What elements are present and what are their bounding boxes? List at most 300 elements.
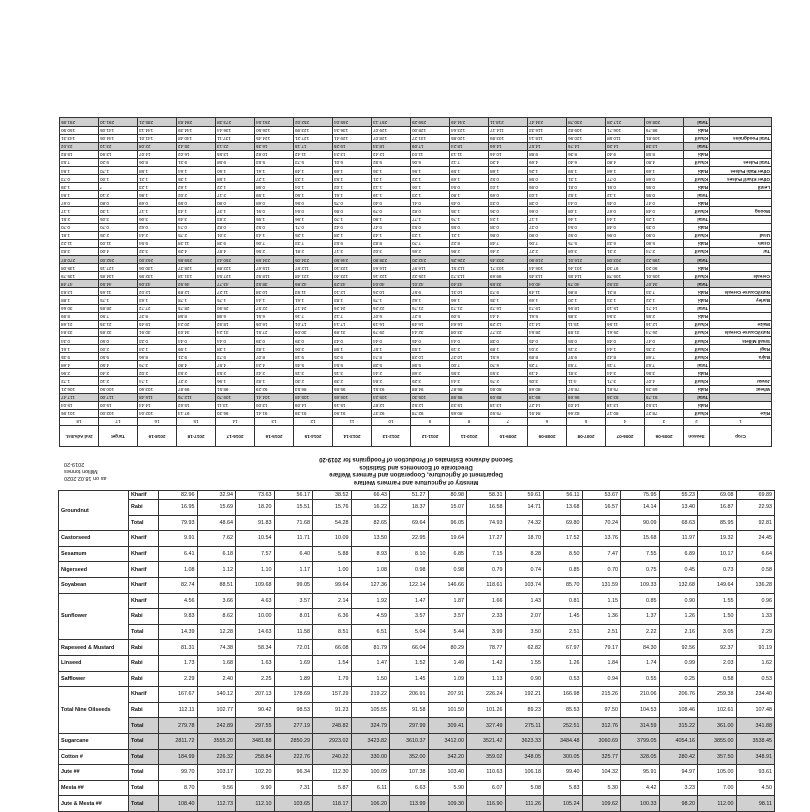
table-cell: 22.08 [138, 142, 177, 150]
table-row [59, 671, 775, 687]
table-cell: 0.69 [489, 191, 528, 199]
season-name: Rabi [684, 385, 710, 393]
table-cell: 7.47 [582, 546, 621, 562]
table-row [60, 377, 772, 385]
table-cell: 7.33 [645, 288, 684, 296]
table-cell: 11.97 [659, 531, 698, 547]
table-cell: 2.16 [659, 624, 698, 640]
season-name: Total [129, 718, 159, 734]
table-cell: 129.07 [372, 126, 411, 134]
table-cell: 0.80 [99, 199, 138, 207]
season-name: Total [129, 749, 159, 765]
table-cell: 1.70 [333, 215, 372, 223]
column-header: 2014-15 [294, 426, 333, 447]
column-header: 2005-06 [645, 426, 684, 447]
table-cell: 14.71 [505, 500, 544, 516]
table-cell: 27.51 [255, 328, 294, 336]
season-name: Kharif [684, 207, 710, 215]
column-header: 2016-17 [216, 426, 255, 447]
table-cell: 113.73 [450, 272, 489, 280]
table-cell: 31.24 [216, 328, 255, 336]
season-name: Total [129, 796, 159, 812]
table-cell: 118.61 [467, 577, 506, 593]
table-cell: 131.18 [177, 272, 216, 280]
table-cell: 219.90 [528, 256, 567, 264]
column-number: 9 [411, 417, 450, 425]
table-cell: 250.43 [216, 256, 255, 264]
table-cell: 0.82 [411, 207, 450, 215]
column-number: 8 [450, 417, 489, 425]
table-cell: 262.00 [99, 256, 138, 264]
table-cell: 9.20 [99, 158, 138, 166]
table-cell: 1.19 [372, 191, 411, 199]
table-cell: 0.98 [428, 562, 467, 578]
table-cell: 15.04 [60, 401, 99, 409]
table-cell: 1.74 [138, 377, 177, 385]
table-cell: 16.35 [255, 142, 294, 150]
table-cell: 10.09 [313, 531, 352, 547]
table-cell: 6.07 [372, 312, 411, 320]
season-name: Total [129, 765, 159, 781]
table-cell: 1.45 [390, 671, 429, 687]
table-cell: 1.33 [606, 296, 645, 304]
table-cell: 0.47 [645, 199, 684, 207]
table-cell: 99.40 [544, 765, 583, 781]
table-cell: 17.52 [544, 531, 583, 547]
table-cell: 0.86 [489, 231, 528, 239]
table-cell: 84.30 [621, 640, 660, 656]
table-cell: 0.91 [255, 207, 294, 215]
table-cell: 1.82 [255, 345, 294, 353]
table-cell: 7.63 [645, 361, 684, 369]
table-cell: 8.83 [372, 239, 411, 247]
table-cell: 3.76 [138, 361, 177, 369]
table-cell: 101.95 [60, 409, 99, 417]
table-cell: 8.22 [450, 239, 489, 247]
table-cell: 11.00 [99, 239, 138, 247]
table-cell: 14.71 [645, 304, 684, 312]
table-cell: 9.83 [159, 609, 198, 625]
table-cell: 0.34 [60, 336, 99, 344]
table-cell: 113.45 [528, 272, 567, 280]
table-cell: 117.47 [60, 393, 99, 401]
season-name: Total [684, 393, 710, 401]
table-cell: 1.61 [60, 345, 99, 353]
column-header: 2017-18 [177, 426, 216, 447]
table-cell: 1.22 [216, 183, 255, 191]
crop-name [710, 256, 772, 264]
season-name: Rabi [684, 150, 710, 158]
table-cell: 0.70 [99, 223, 138, 231]
table-cell: 4.42 [621, 780, 660, 796]
table-cell: 17.14 [333, 320, 372, 328]
table-cell: 1.12 [606, 191, 645, 199]
table-cell: 252.51 [544, 718, 583, 734]
table-cell: 0.47 [645, 336, 684, 344]
table-cell: 1.36 [372, 167, 411, 175]
table-cell: 4.50 [736, 780, 775, 796]
table-cell: 1.74 [621, 655, 660, 671]
table-cell: 2.55 [645, 312, 684, 320]
table-cell: 8.42 [606, 353, 645, 361]
table-cell: 0.38 [489, 223, 528, 231]
table-cell: 10.54 [236, 531, 275, 547]
table-cell: 9.31 [177, 158, 216, 166]
table-cell: 9.53 [333, 239, 372, 247]
table-cell: 1.33 [736, 609, 775, 625]
table-cell: 109.62 [582, 796, 621, 812]
table-cell: 3481.88 [236, 733, 275, 749]
season-name: Kharif [684, 328, 710, 336]
table-cell: 32.44 [411, 328, 450, 336]
table-cell: 16.64 [450, 320, 489, 328]
table-cell: 1.64 [177, 167, 216, 175]
table-cell: 6.33 [606, 239, 645, 247]
table-cell: 91.50 [333, 409, 372, 417]
table-cell: 1.52 [567, 191, 606, 199]
table-cell: 100.09 [351, 765, 390, 781]
table-cell: 10.37 [450, 353, 489, 361]
table-cell: 0.79 [372, 207, 411, 215]
table-cell: 78.27 [645, 409, 684, 417]
table-cell: 94.97 [659, 765, 698, 781]
table-cell: 1.96 [216, 377, 255, 385]
column-number: 6 [528, 417, 567, 425]
table-cell: 1.49 [294, 167, 333, 175]
table-cell: 126.50 [255, 126, 294, 134]
table-cell: 1.83 [333, 296, 372, 304]
table-cell: 8.70 [159, 780, 198, 796]
table-cell: 24.26 [333, 304, 372, 312]
table-cell: 8.51 [313, 624, 352, 640]
season-name: Rabi [684, 167, 710, 175]
table-cell: 1.59 [567, 167, 606, 175]
table-cell: 104.53 [621, 702, 660, 718]
table-cell: 4.24 [255, 361, 294, 369]
table-cell: 167.67 [159, 687, 198, 703]
table-cell: 90.42 [236, 702, 275, 718]
table-cell: 0.59 [177, 199, 216, 207]
table-cell: 16.58 [467, 500, 506, 516]
table-cell: 84.91 [528, 409, 567, 417]
table-cell: 2.81 [294, 247, 333, 255]
table-cell: 69.89 [736, 491, 775, 500]
season-name: Rabi [129, 671, 159, 687]
table-cell: 1.69 [274, 655, 313, 671]
season-name: Rabi [684, 199, 710, 207]
table-cell: 2.25 [236, 671, 275, 687]
table-cell: 143.31 [60, 134, 99, 142]
table-cell: 2.35 [99, 231, 138, 239]
table-cell: 12.42 [372, 150, 411, 158]
table-cell: 0.40 [372, 199, 411, 207]
table-cell: 1.24 [489, 215, 528, 223]
table-row [60, 345, 772, 353]
table-cell: 1.68 [606, 167, 645, 175]
table-cell: 7.25 [528, 361, 567, 369]
table-cell: 93.36 [606, 393, 645, 401]
table-cell: 1.28 [333, 231, 372, 239]
table-cell: 97.50 [582, 702, 621, 718]
table-cell: 2.84 [372, 377, 411, 385]
column-header: 2012-13 [372, 426, 411, 447]
table-cell: 2.46 [489, 247, 528, 255]
table-cell: 118.17 [313, 796, 352, 812]
table-cell: 18.37 [390, 500, 429, 516]
table-row [60, 126, 772, 134]
table-cell: 0.55 [567, 336, 606, 344]
table-cell: 30.66 [60, 304, 99, 312]
table-cell: 1.62 [411, 296, 450, 304]
table-cell: 0.52 [489, 175, 528, 183]
table-cell: 103.17 [197, 765, 236, 781]
table-row [59, 562, 775, 578]
oilseeds-commercial-table [58, 490, 775, 812]
table-cell: 9.73 [216, 353, 255, 361]
table-cell: 5.30 [582, 780, 621, 796]
table-cell: 5.88 [313, 546, 352, 562]
table-cell: 1.68 [489, 167, 528, 175]
table-cell: 7.12 [333, 312, 372, 320]
table-row [60, 231, 772, 239]
table-cell: 0.86 [333, 207, 372, 215]
table-row [60, 215, 772, 223]
table-cell: 1.79 [313, 671, 352, 687]
table-cell: 1.25 [294, 231, 333, 239]
table-cell: 14.03 [567, 401, 606, 409]
table-cell: 1.24 [138, 345, 177, 353]
crop-name [710, 264, 772, 272]
table-cell: 2.40 [197, 671, 236, 687]
table-cell: 11.03 [411, 150, 450, 158]
table-cell: 0.80 [216, 199, 255, 207]
table-cell: 110.58 [606, 134, 645, 142]
table-cell: 341.88 [736, 718, 775, 734]
crop-name: Tur [710, 247, 772, 255]
table-cell: 1.75 [216, 296, 255, 304]
table-cell: 14.09 [294, 401, 333, 409]
table-cell: 5.75 [567, 239, 606, 247]
crop-name [710, 142, 772, 150]
table-cell: 105.00 [698, 765, 737, 781]
season-name: Kharif [684, 377, 710, 385]
crop-name [710, 401, 772, 409]
table-cell: 74.32 [505, 515, 544, 531]
table-row [60, 385, 772, 393]
table-cell: 9.38 [216, 239, 255, 247]
table-cell: 206.91 [390, 687, 429, 703]
table-cell: 1.66 [450, 296, 489, 304]
table-cell: 0.45 [411, 336, 450, 344]
table-cell: 1.46 [567, 215, 606, 223]
table-cell: 21.76 [411, 304, 450, 312]
table-cell: 270.87 [60, 256, 99, 264]
table-cell: 246.50 [333, 256, 372, 264]
table-cell: 80.98 [428, 491, 467, 500]
table-row [59, 577, 775, 593]
table-cell: 1.86 [138, 191, 177, 199]
table-row [59, 515, 775, 531]
table-cell: 3.05 [528, 377, 567, 385]
table-cell: 8.50 [544, 546, 583, 562]
table-cell: 121.48 [294, 272, 333, 280]
table-row [59, 624, 775, 640]
table-cell: 0.43 [333, 336, 372, 344]
table-cell: 108.40 [159, 796, 198, 812]
table-cell: 9.97 [567, 353, 606, 361]
table-cell: 9.73 [489, 288, 528, 296]
season-name: Rabi [684, 239, 710, 247]
crop-name: Small Millets [710, 336, 772, 344]
season-name: Total [684, 142, 710, 150]
table-cell: 129.41 [333, 134, 372, 142]
table-cell: 0.45 [528, 336, 567, 344]
table-cell: 99.70 [159, 765, 198, 781]
table-cell: 103.71 [489, 264, 528, 272]
table-row [60, 191, 772, 199]
table-cell: 56.17 [274, 491, 313, 500]
table-cell: 3.15 [294, 369, 333, 377]
table-row [59, 780, 775, 796]
table-cell: 3855.00 [698, 733, 737, 749]
season-name: Kharif [684, 272, 710, 280]
table-cell: 103.89 [489, 134, 528, 142]
table-cell: 4.57 [216, 361, 255, 369]
table-cell: 0.55 [450, 223, 489, 231]
table-cell: 1.55 [505, 655, 544, 671]
table-cell: 5.04 [390, 624, 429, 640]
season-name: Rabi [684, 401, 710, 409]
table-cell: 2.10 [99, 191, 138, 199]
table-cell: 166.98 [544, 687, 583, 703]
table-cell: 46.92 [177, 280, 216, 288]
table-cell: 1.13 [372, 183, 411, 191]
table-cell: 100.33 [621, 796, 660, 812]
table-cell: 105.55 [351, 702, 390, 718]
table-cell: 4.80 [606, 158, 645, 166]
table-cell: 4.69 [528, 158, 567, 166]
table-row [60, 401, 772, 409]
table-cell: 207.91 [428, 687, 467, 703]
column-number: 11 [333, 417, 372, 425]
table-cell: 2.51 [544, 624, 583, 640]
table-cell: 1.57 [372, 345, 411, 353]
table-cell: 1.08 [159, 562, 198, 578]
table-cell: 2.04 [528, 345, 567, 353]
table-cell: 9.88 [528, 150, 567, 158]
table-cell: 1.22 [645, 296, 684, 304]
table-cell: 116.97 [411, 264, 450, 272]
table-cell: 3.71 [606, 377, 645, 385]
table-cell: 1.26 [528, 167, 567, 175]
table-cell: 0.44 [567, 199, 606, 207]
table-cell: 58.31 [467, 491, 506, 500]
table-cell: 9.56 [197, 780, 236, 796]
table-cell: 1.68 [197, 655, 236, 671]
table-cell: 91.41 [255, 409, 294, 417]
table-cell: 33.84 [60, 328, 99, 336]
crop-name [710, 369, 772, 377]
table-cell: 0.48 [606, 336, 645, 344]
table-row [59, 546, 775, 562]
season-name: Total [684, 280, 710, 288]
table-cell: 108.46 [659, 702, 698, 718]
table-cell: 1.37 [621, 609, 660, 625]
table-cell: 40.75 [567, 280, 606, 288]
table-cell: 23.13 [216, 142, 255, 150]
season-name: Kharif [129, 562, 159, 578]
season-name: Rabi [129, 500, 159, 516]
table-cell: 8.07 [255, 353, 294, 361]
table-cell: 1.12 [197, 562, 236, 578]
table-cell: 2.00 [99, 345, 138, 353]
table-cell: 6.06 [411, 158, 450, 166]
table-cell: 113.99 [390, 796, 429, 812]
table-cell: 1.35 [489, 296, 528, 304]
table-cell: 11.65 [99, 288, 138, 296]
season-name: Rabi [129, 609, 159, 625]
table-cell: 118.14 [528, 134, 567, 142]
table-cell: 0.52 [255, 223, 294, 231]
table-cell: 0.56 [294, 199, 333, 207]
table-cell: 2811.72 [159, 733, 198, 749]
season-name: Rabi [684, 288, 710, 296]
table-cell: 0.37 [528, 223, 567, 231]
table-cell: 0.81 [567, 183, 606, 191]
table-cell: 123.10 [333, 264, 372, 272]
table-cell: 0.73 [698, 562, 737, 578]
table-row [59, 531, 775, 547]
table-cell: 66.04 [390, 640, 429, 656]
table-cell: 1.80 [450, 191, 489, 199]
crop-name [710, 361, 772, 369]
table-cell: 1.84 [582, 655, 621, 671]
table-cell: 242.20 [411, 256, 450, 264]
table-cell: 140.12 [197, 687, 236, 703]
table-cell: 32.94 [197, 491, 236, 500]
table-cell: 12.87 [372, 401, 411, 409]
table-cell: 144.13 [138, 126, 177, 134]
table-cell: 14.07 [138, 150, 177, 158]
table-cell: 5.08 [505, 780, 544, 796]
table-cell: 115.67 [255, 264, 294, 272]
table-cell: 15.69 [197, 500, 236, 516]
table-cell: 14.76 [567, 142, 606, 150]
table-cell: 3.08 [567, 247, 606, 255]
table-cell: 324.79 [351, 718, 390, 734]
column-header: 2018-19 [138, 426, 177, 447]
table-cell: 2.31 [606, 247, 645, 255]
table-cell: 8.58 [645, 150, 684, 158]
table-row [59, 733, 775, 749]
table-cell: 203.45 [489, 256, 528, 264]
table-cell: 12.29 [489, 320, 528, 328]
table-cell: 2850.29 [274, 733, 313, 749]
table-cell: 7.62 [197, 531, 236, 547]
table-cell: 0.25 [659, 671, 698, 687]
table-cell: 0.38 [528, 199, 567, 207]
table-cell: 3.66 [197, 593, 236, 609]
table-cell: 0.85 [544, 562, 583, 578]
table-cell: 277.19 [274, 718, 313, 734]
table-cell: 3.85 [567, 312, 606, 320]
season-name: Total [129, 515, 159, 531]
table-cell: 136.34 [333, 126, 372, 134]
table-cell: 16.57 [582, 500, 621, 516]
season-name: Total [129, 624, 159, 640]
table-cell: 1.35 [450, 207, 489, 215]
crop-name [710, 393, 772, 401]
